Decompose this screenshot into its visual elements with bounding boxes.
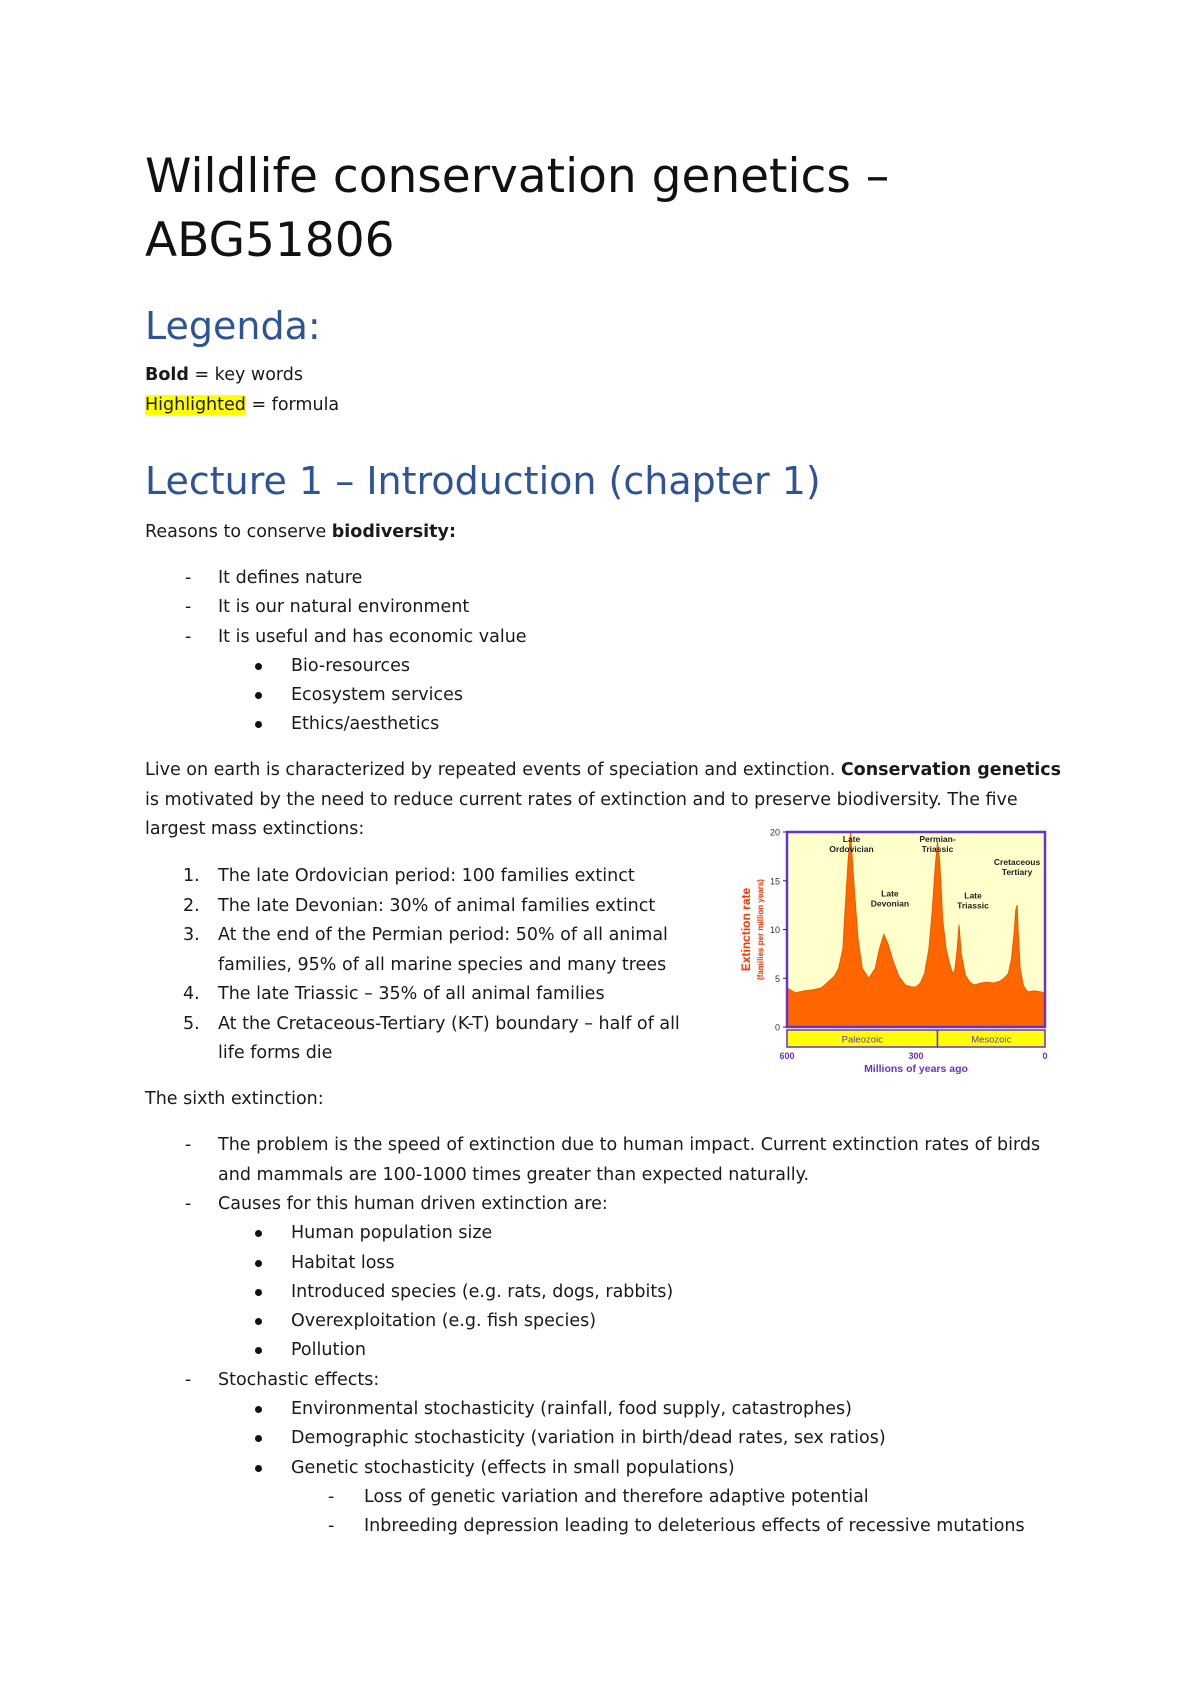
annotation-line: Devonian — [870, 898, 910, 909]
list-item: Habitat loss — [145, 1249, 1075, 1278]
reasons-intro — [145, 521, 456, 543]
list-item: 4. The late Triassic – 35% of all animal families — [183, 984, 605, 1004]
list-item: Environmental stochasticity (rainfall, food supply, catastrophes) — [145, 1395, 1075, 1424]
annotation-label — [919, 834, 956, 854]
list-item-text: At the Cretaceous-Tertiary (K-T) boundary – half of all life forms die — [218, 1013, 680, 1063]
sixth-heading: The sixth extinction: — [145, 1089, 324, 1109]
annotation-line: Ordovician — [829, 844, 874, 854]
legend-heading: Legenda: — [145, 304, 321, 348]
list-item: Ethics/aesthetics — [145, 710, 527, 739]
mass-extinction-chart — [735, 820, 1055, 1082]
x-tick-label: 0 — [1042, 1051, 1048, 1061]
y-axis-label: Extinction rate — [739, 887, 753, 972]
legend-bold-desc: = key words — [188, 365, 304, 385]
y-axis-sublabel: (families per million years) — [756, 879, 765, 980]
legend-highlight-line — [145, 394, 339, 416]
list-item: Bio-resources — [145, 652, 527, 681]
reasons-list — [145, 564, 527, 740]
annotation-line: Triassic — [921, 844, 954, 854]
list-item: Genetic stochasticity (effects in small populations) — [145, 1454, 1075, 1483]
annotation-line: Permian- — [919, 834, 956, 844]
mass-extinctions-list — [145, 862, 705, 1069]
y-tick-label: 5 — [774, 973, 780, 984]
list-item: - It is our natural environment — [145, 593, 527, 622]
x-axis-label: Millions of years ago — [864, 1063, 968, 1075]
paragraph-text: Live on earth is characterized by repeated events of speciation and extinction. — [145, 760, 841, 780]
list-item: Introduced species (e.g. rats, dogs, rabbits) — [145, 1278, 1075, 1307]
legend-highlight-label: Highlighted — [145, 395, 246, 415]
list-item: - Loss of genetic variation and therefore adaptive potential — [145, 1483, 1075, 1512]
list-item: Overexploitation (e.g. fish species) — [145, 1307, 1075, 1336]
reasons-intro-bold: biodiversity: — [331, 522, 456, 542]
annotation-line: Cretaceous — [993, 857, 1041, 868]
list-item: 5. At the Cretaceous-Tertiary (K-T) boundary – half of all life forms die — [183, 1013, 680, 1063]
list-item: - Inbreeding depression leading to deleterious effects of recessive mutations — [145, 1512, 1075, 1541]
list-item: - It defines nature — [145, 564, 527, 593]
list-item: - Stochastic effects: — [145, 1366, 1075, 1395]
list-item: Demographic stochasticity (variation in birth/dead rates, sex ratios) — [145, 1424, 1075, 1453]
era-label-paleozoic: Paleozoic — [841, 1034, 883, 1046]
list-item-text: At the end of the Permian period: 50% of all animal families, 95% of all marine species and many trees — [218, 925, 668, 975]
legend-highlight-desc: = formula — [245, 395, 340, 415]
paragraph-text: is motivated by the need to reduce current rates of extinction and to preserve biodiversity. The five largest mass extinctions: — [145, 789, 1018, 839]
paragraph-bold: Conservation genetics — [840, 760, 1062, 780]
list-item: - It is useful and has economic value — [145, 623, 527, 652]
list-item: Human population size — [145, 1219, 1075, 1248]
y-tick-label: 0 — [774, 1022, 780, 1033]
list-item: 3. At the end of the Permian period: 50% of all animal families, 95% of all marine species and many trees — [183, 925, 668, 975]
y-tick-label: 10 — [769, 925, 780, 935]
list-item-text: The late Devonian: 30% of animal families extinct — [218, 895, 656, 916]
legend-bold-line — [145, 364, 303, 386]
annotation-line: Triassic — [957, 900, 989, 911]
era-label-mesozoic: Mesozoic — [971, 1034, 1012, 1046]
list-item: - The problem is the speed of extinction due to human impact. Current extinction rates of birds and mammals are 100-1000 times greater than expected naturally. — [145, 1131, 1075, 1190]
annotation-line: Late — [964, 890, 982, 901]
y-tick-label: 15 — [769, 876, 780, 887]
legend-bold-label: Bold — [145, 365, 189, 385]
sixth-list — [145, 1131, 1075, 1542]
annotation-line: Tertiary — [1001, 867, 1033, 878]
y-tick-label: 20 — [769, 827, 780, 838]
list-item-text: The late Triassic – 35% of all animal families — [218, 984, 605, 1004]
x-tick-label: 600 — [779, 1051, 795, 1061]
list-item: - Causes for this human driven extinction are: — [145, 1190, 1075, 1219]
list-item: 2. The late Devonian: 30% of animal families extinct — [183, 895, 656, 916]
document-title: Wildlife conservation genetics – ABG51806 — [145, 149, 890, 268]
list-item-text: The late Ordovician period: 100 families extinct — [218, 866, 635, 886]
reasons-intro-text: Reasons to conserve — [145, 522, 332, 542]
annotation-line: Late — [842, 834, 861, 844]
x-tick-label: 300 — [908, 1051, 924, 1061]
annotation-line: Late — [881, 888, 899, 899]
list-item: Pollution — [145, 1336, 1075, 1365]
list-item: Ecosystem services — [145, 681, 527, 710]
lecture-heading: Lecture 1 – Introduction (chapter 1) — [145, 459, 821, 503]
list-item: 1. The late Ordovician period: 100 families extinct — [183, 866, 635, 886]
